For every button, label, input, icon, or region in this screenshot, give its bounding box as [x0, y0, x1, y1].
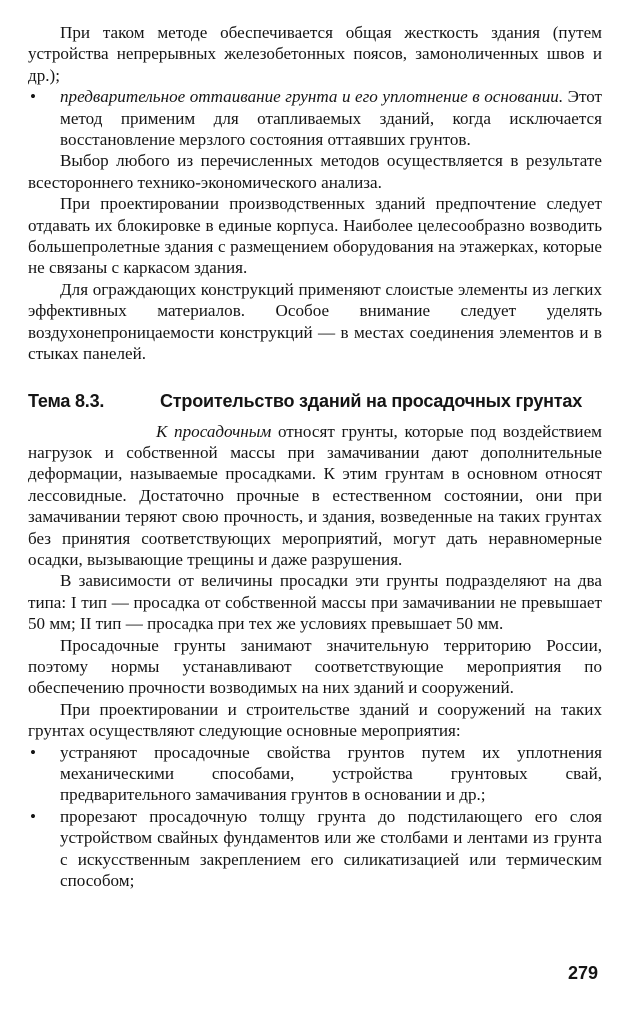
- bullet-marker: •: [30, 806, 36, 826]
- book-page: [28, 22, 602, 891]
- paragraph-text: относят грунты, которые под воздействием нагрузок и собственной массы при замачивании дают дополнительные деформации, называемые просадками. К этим грунтам в основном относят лессовидные. Достаточно прочные в естественном состоянии, они при замачивании теряют свою прочность, и здания, возведенные на таких грунтах без принятия соответствующих мероприятий, могут дать неравномерные осадки, вызывающие трещины и даже разрушения.: [28, 421, 602, 569]
- bullet-item: [28, 742, 602, 806]
- bullet-lead-italic: предварительное оттаивание грунта и его уплотнение в основании.: [60, 87, 564, 107]
- paragraph: При таком методе обеспечивается общая жесткость здания (путем устройства непрерывных железобетонных поясов, замоноличенных швов и др.);: [28, 23, 602, 85]
- section-heading: [28, 389, 602, 413]
- paragraph: При проектировании производственных зданий предпочтение следует отдавать их блокировке в единые корпуса. Наиболее целесообразно возводить большепролетные здания с размещением оборудования на этажерках, которые не связаны с каркасом здания.: [28, 194, 602, 278]
- bullet-marker: •: [30, 87, 36, 107]
- bullet-text: прорезают просадочную толщу грунта до подстилающего его слоя устройством свайных фундаментов или же столбами и лентами из грунта с искусственным закреплением его силикатизацией или термическим способом;: [60, 806, 602, 891]
- term-italic: К просадочным: [156, 421, 272, 441]
- page-number: 279: [567, 963, 598, 983]
- paragraph: Просадочные грунты занимают значительную территорию России, поэтому нормы устанавливают соответствующие мероприятия по обеспечению прочности возводимых на них зданий и сооружений.: [28, 635, 602, 698]
- paragraph: Выбор любого из перечисленных методов осуществляется в результате всестороннего технико-экономического анализа.: [28, 151, 602, 192]
- section-number: Тема 8.3.: [28, 390, 105, 411]
- bullet-item: [28, 806, 602, 892]
- bullet-item: [28, 86, 602, 150]
- paragraph: Для ограждающих конструкций применяют слоистые элементы из легких эффективных материалов. Особое внимание следует уделять воздухонепроницаемости конструкций — в местах соединения элементов и в стыках панелей.: [28, 279, 602, 364]
- paragraph: В зависимости от величины просадки эти грунты подразделяют на два типа: I тип — просадка от собственной массы при замачивании не превышает 50 мм; II тип — просадка при тех же условиях превышает 50 мм.: [28, 571, 602, 634]
- bullet-text: Этот метод применим для отапливаемых зданий, когда исключается восстановление мерзлого состояния оттаявших грунтов.: [60, 87, 602, 150]
- section-title: Строительство зданий на просадочных грунтах: [160, 390, 583, 411]
- paragraph: [28, 421, 602, 571]
- bullet-marker: •: [30, 742, 36, 762]
- bullet-text: устраняют просадочные свойства грунтов путем их уплотнения механическими способами, устройства грунтовых свай, предварительного замачивания грунтов в основании и др.;: [60, 742, 602, 805]
- paragraph: При проектировании и строительстве зданий и сооружений на таких грунтах осуществляют следующие основные мероприятия:: [28, 699, 602, 741]
